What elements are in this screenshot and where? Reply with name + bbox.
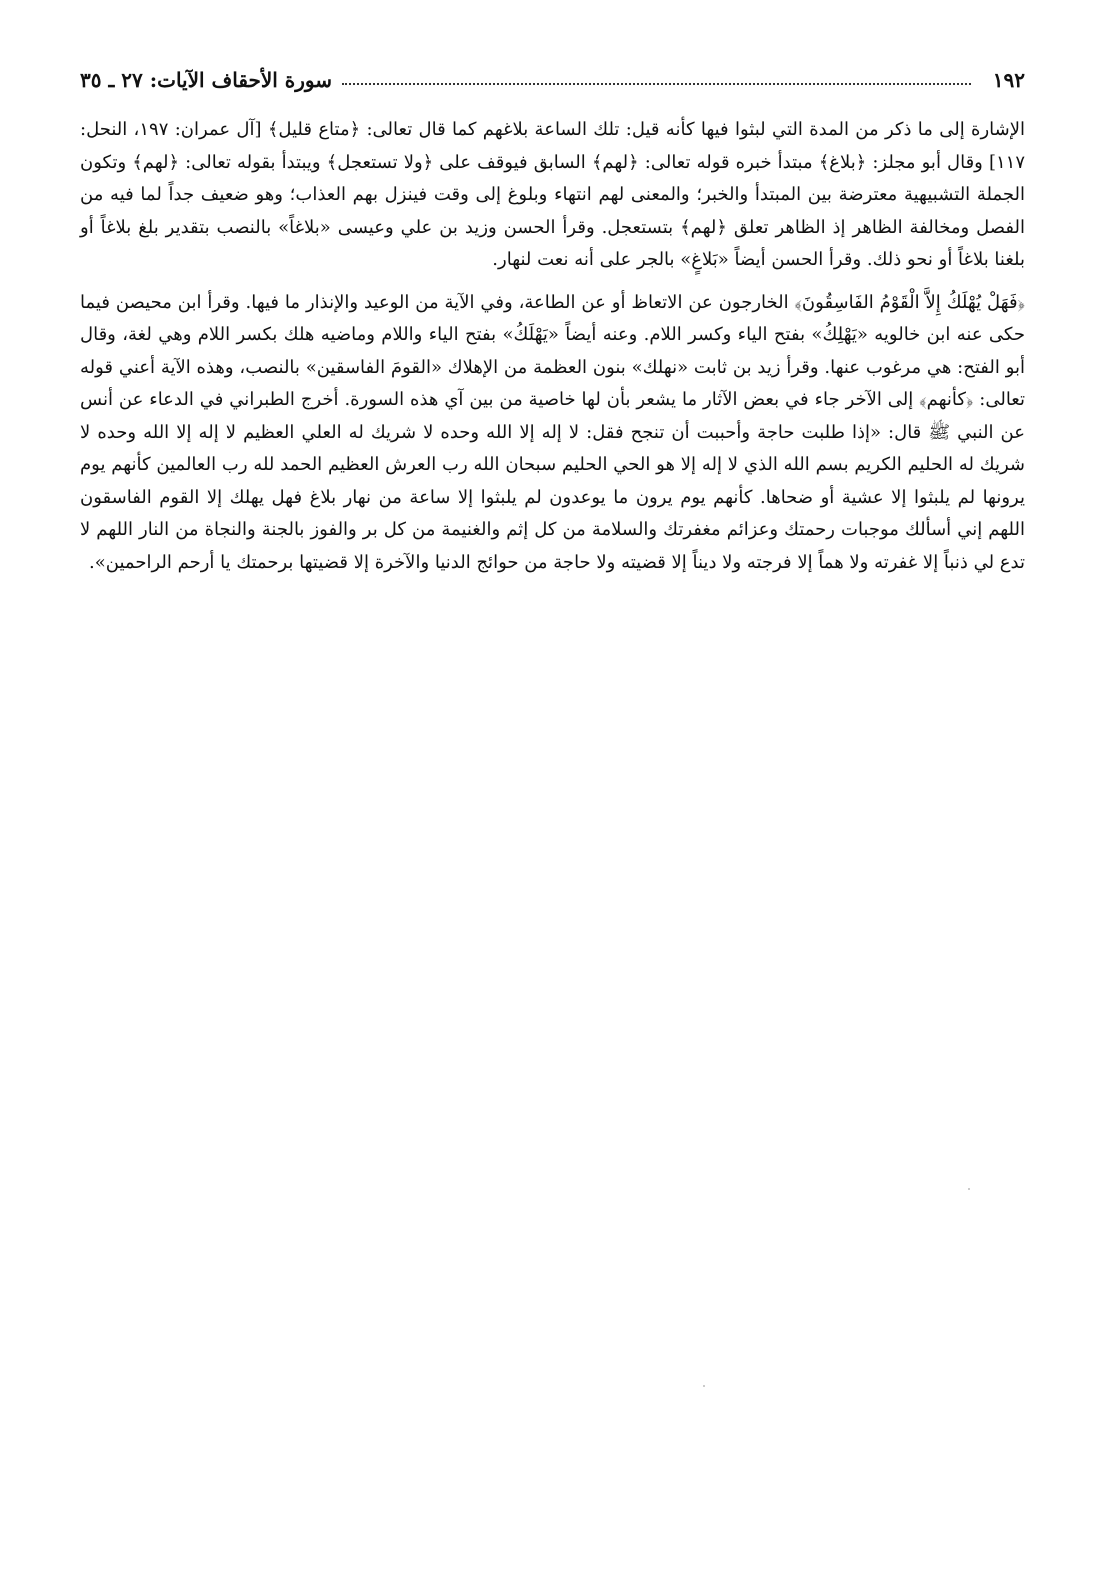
scan-speck [703,1385,705,1387]
paragraph-2: ﴿فَهَلْ يُهْلَكُ إِلاَّ الْقَوْمُ الفَاسِقُونَ﴾ الخارجون عن الاتعاظ أو عن الطاعة، وفي الآية من الوعيد والإنذار ما فيها. وقرأ ابن محيصن فيما حكى عنه ابن خالويه «يَهْلِكُ» بفتح الياء وكسر اللام. وعنه أيضاً «يَهْلَكُ» بفتح الياء واللام وماضيه هلك بكسر اللام وهي لغة، وقال أبو الفتح: هي مرغوب عنها. وقرأ زيد بن ثابت «نهلك» بنون العظمة من الإهلاك «القومَ الفاسقين» بالنصب، وهذه الآية أعني قوله تعالى: ﴿كأنهم﴾ إلى الآخر جاء في بعض الآثار ما يشعر بأن لها خاصية من بين آي هذه السورة. أخرج الطبراني في الدعاء عن أنس عن النبي ﷺ قال: «إذا طلبت حاجة وأحببت أن تنجح فقل: لا إله إلا الله وحده لا شريك له العلي العظيم لا إله إلا الله وحده لا شريك له الحليم الكريم بسم الله الذي لا إله إلا هو الحي الحليم سبحان الله رب العرش العظيم الحمد لله رب العالمين كأنهم يوم يرونها لم يلبثوا إلا عشية أو ضحاها. كأنهم يوم يرون ما يوعدون لم يلبثوا إلا ساعة من نهار بلاغ فهل يهلك إلا القوم الفاسقون اللهم إني أسألك موجبات رحمتك وعزائم مغفرتك والسلامة من كل إثم والغنيمة من كل بر والفوز بالجنة والنجاة من النار اللهم لا تدع لي ذنباً إلا غفرته ولا هماً إلا فرجته ولا ديناً إلا قضيته ولا حاجة من حوائج الدنيا والآخرة إلا قضيتها برحمتك يا أرحم الراحمين». [80,291,1026,573]
running-title: سورة الأحقاف الآيات: ٢٧ ـ ٣٥ [80,68,332,92]
scan-speck [968,1188,970,1190]
body-text [80,114,1025,579]
dotted-leader [342,83,971,85]
page-header [80,60,1025,100]
paragraph-1: الإشارة إلى ما ذكر من المدة التي لبثوا فيها كأنه قيل: تلك الساعة بلاغهم كما قال تعالى: ﴿متاع قليل﴾ [آل عمران: ١٩٧، النحل: ١١٧] وقال أبو مجلز: ﴿بلاغ﴾ مبتدأ خبره قوله تعالى: ﴿لهم﴾ السابق فيوقف على ﴿ولا تستعجل﴾ ويبتدأ بقوله تعالى: ﴿لهم﴾ وتكون الجملة التشبيهية معترضة بين المبتدأ والخبر؛ والمعنى لهم انتهاء وبلوغ إلى وقت فينزل بهم العذاب؛ وهو ضعيف جداً لما فيه من الفصل ومخالفة الظاهر إذ الظاهر تعلق ﴿لهم﴾ بتستعجل. وقرأ الحسن وزيد بن علي وعيسى «بلاغاً» بالنصب بتقدير بلغ بلاغاً أو بلغنا بلاغاً أو نحو ذلك. وقرأ الحسن أيضاً «بَلاغٍ» بالجر على أنه نعت لنهار. [80,119,1026,270]
page [80,60,1025,589]
page-number: ١٩٢ [992,68,1025,92]
